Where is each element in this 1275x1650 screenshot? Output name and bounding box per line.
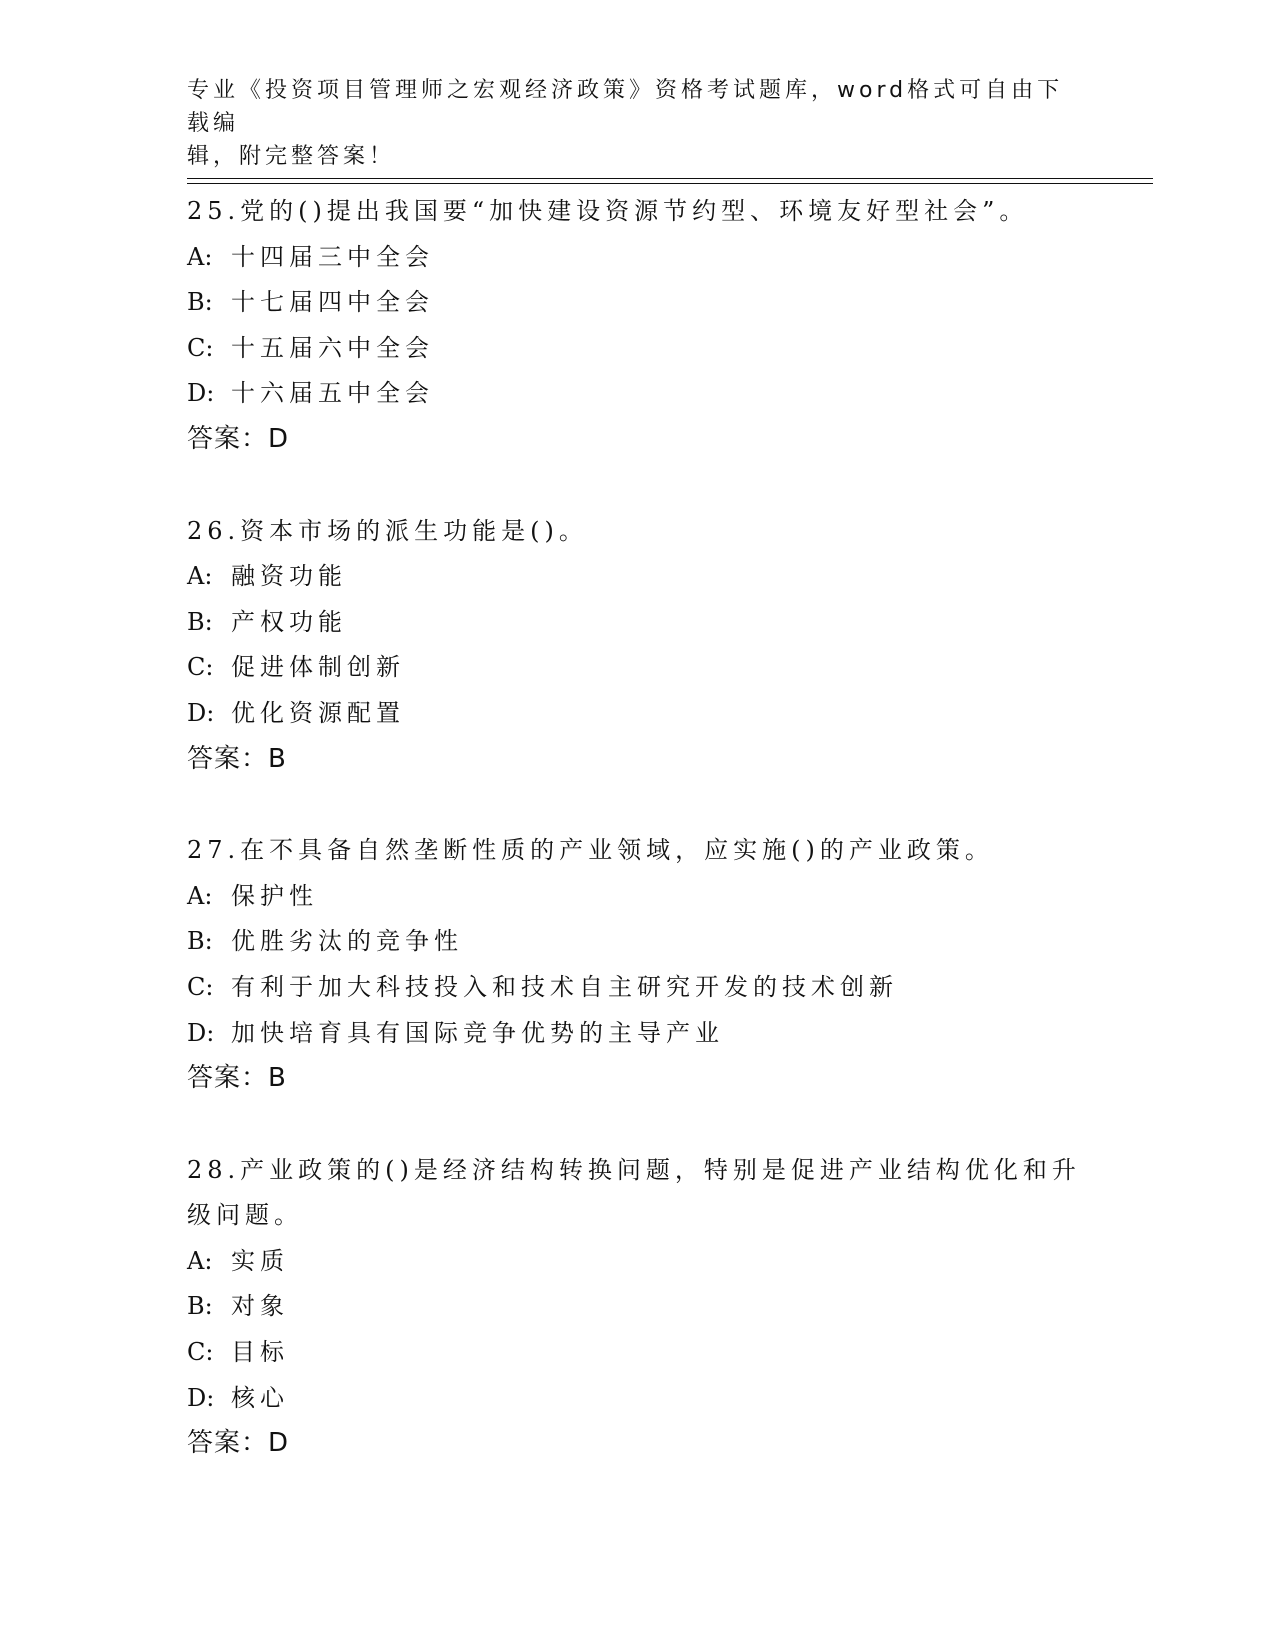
option-text: 实质 <box>231 1246 289 1275</box>
answer-line: 答案：D <box>187 423 290 454</box>
option-text: 有利于加大科技投入和技术自主研究开发的技术创新 <box>231 972 898 1001</box>
option-text: 融资功能 <box>231 562 347 591</box>
option-key: C: <box>187 1338 214 1367</box>
header-line-1: 专业《投资项目管理师之宏观经济政策》资格考试题库，word格式可自由下载编 <box>187 78 1064 136</box>
answer-line: 答案：B <box>187 743 287 774</box>
option-text: 优化资源配置 <box>231 698 405 727</box>
answer-line: 答案：D <box>187 1428 290 1459</box>
option-a <box>187 554 1087 600</box>
option-d <box>187 691 1087 737</box>
option-d <box>187 1011 1087 1057</box>
option-key: C: <box>187 972 214 1001</box>
option-text: 保护性 <box>231 881 318 910</box>
option-key: C: <box>187 333 214 362</box>
option-key: B: <box>187 288 213 317</box>
option-text: 促进体制创新 <box>231 653 405 682</box>
question-stem: 28.产业政策的()是经济结构转换问题，特别是促进产业结构优化和升 <box>187 1155 1081 1184</box>
option-text: 核心 <box>231 1383 289 1412</box>
question-stem-continued: 级问题。 <box>187 1201 303 1230</box>
option-b <box>187 600 1087 646</box>
option-key: B: <box>187 607 213 636</box>
question-stem: 26.资本市场的派生功能是()。 <box>187 516 588 545</box>
option-key: D: <box>187 1018 215 1047</box>
header-line-2: 辑，附完整答案！ <box>187 144 396 169</box>
option-text: 加快培育具有国际竞争优势的主导产业 <box>231 1018 724 1047</box>
document-header <box>187 74 1067 173</box>
option-key: A: <box>187 242 213 271</box>
option-a <box>187 1239 1087 1285</box>
question-28 <box>187 1148 1087 1467</box>
option-a <box>187 874 1087 920</box>
option-b <box>187 280 1087 326</box>
option-text: 目标 <box>231 1338 289 1367</box>
option-key: D: <box>187 1383 215 1412</box>
question-26 <box>187 509 1087 783</box>
option-text: 十七届四中全会 <box>231 288 434 317</box>
question-stem: 27.在不具备自然垄断性质的产业领域，应实施()的产业政策。 <box>187 836 994 865</box>
question-25 <box>187 189 1087 463</box>
answer-line: 答案：B <box>187 1063 287 1094</box>
option-key: A: <box>187 1246 213 1275</box>
option-d <box>187 1376 1087 1422</box>
option-d <box>187 371 1087 417</box>
option-b <box>187 1284 1087 1330</box>
option-key: A: <box>187 562 213 591</box>
option-key: A: <box>187 881 213 910</box>
question-stem: 25.党的()提出我国要“加快建设资源节约型、环境友好型社会”。 <box>187 197 1029 225</box>
option-text: 十四届三中全会 <box>231 242 434 271</box>
option-key: D: <box>187 698 215 727</box>
option-text: 十五届六中全会 <box>231 333 434 362</box>
option-c <box>187 1330 1087 1376</box>
question-27 <box>187 828 1087 1102</box>
option-text: 优胜劣汰的竞争性 <box>231 927 463 956</box>
option-a <box>187 235 1087 281</box>
option-c <box>187 645 1087 691</box>
header-divider-bottom <box>187 183 1153 184</box>
option-text: 对象 <box>231 1292 289 1321</box>
option-text: 十六届五中全会 <box>231 379 434 408</box>
question-list <box>187 189 1087 1467</box>
option-key: C: <box>187 653 214 682</box>
option-text: 产权功能 <box>231 607 347 636</box>
option-key: D: <box>187 379 215 408</box>
option-c <box>187 965 1087 1011</box>
option-key: B: <box>187 1292 213 1321</box>
option-key: B: <box>187 927 213 956</box>
option-c <box>187 326 1087 372</box>
header-divider-top <box>187 178 1153 179</box>
option-b <box>187 919 1087 965</box>
